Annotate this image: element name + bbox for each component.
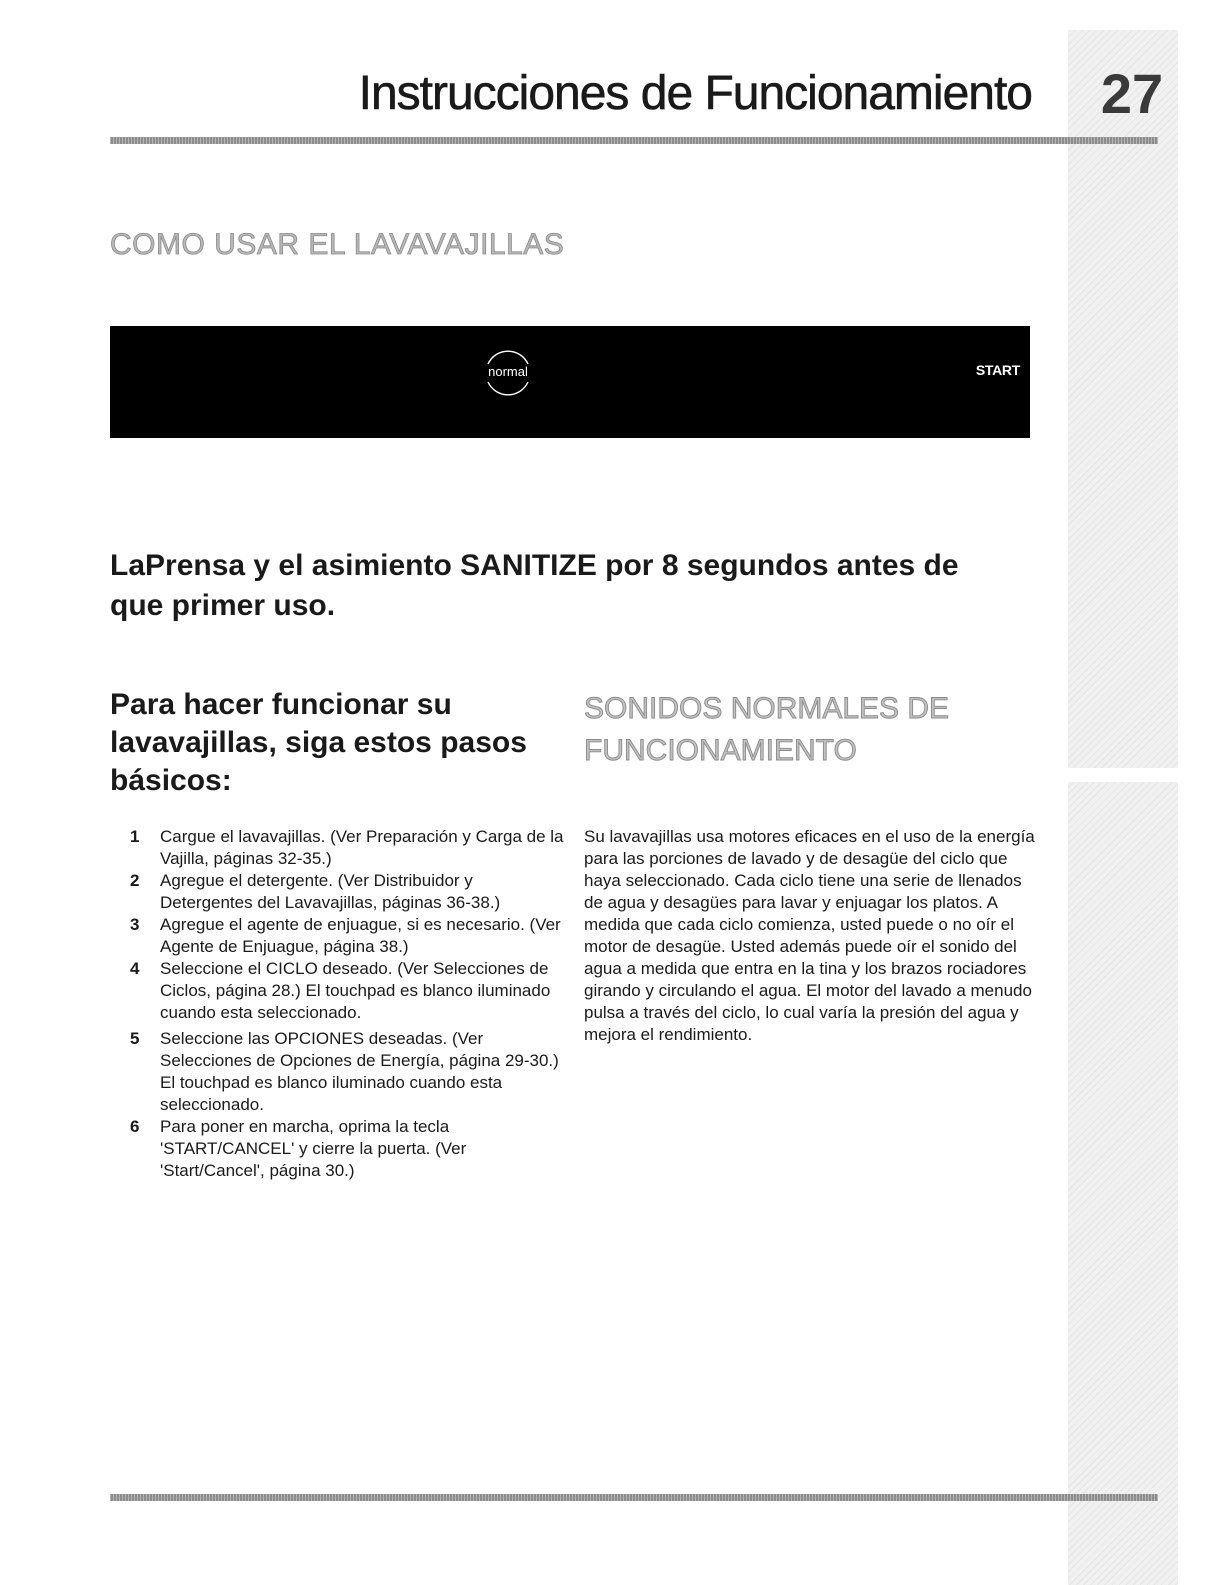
step-4 bbox=[130, 958, 570, 1024]
step-text: Cargue el lavavajillas. (Ver Preparación y Carga de la Vajilla, páginas 32-35.) bbox=[160, 827, 564, 868]
page-number: 27 bbox=[1100, 62, 1164, 125]
step-number: 2 bbox=[130, 871, 140, 890]
step-text: Para poner en marcha, oprima la tecla 'START/CANCEL' y cierre la puerta. (Ver 'Start/Cancel', página 30.) bbox=[160, 1117, 467, 1180]
step-number: 6 bbox=[130, 1117, 140, 1136]
sounds-heading: SONIDOS NORMALES DE FUNCIONAMIENTO bbox=[584, 692, 950, 767]
step-2 bbox=[130, 870, 570, 914]
side-tab-gap bbox=[1068, 768, 1178, 782]
step-3 bbox=[130, 914, 570, 958]
step-text: Agregue el detergente. (Ver Distribuidor y Detergentes del Lavavajillas, páginas 36-38.) bbox=[160, 871, 501, 912]
section-title: COMO USAR EL LAVAVAJILLAS bbox=[110, 228, 565, 261]
step-1 bbox=[130, 826, 570, 870]
operating-steps-list bbox=[130, 826, 570, 1182]
step-number: 5 bbox=[130, 1029, 140, 1048]
operate-heading: Para hacer funcionar su lavavajillas, siga estos pasos básicos: bbox=[110, 688, 527, 797]
step-text: Agregue el agente de enjuague, si es necesario. (Ver Agente de Enjuague, página 38.) bbox=[160, 915, 561, 956]
start-label: START bbox=[975, 362, 1020, 378]
sanitize-notice: LaPrensa y el asimiento SANITIZE por 8 segundos antes de que primer uso. bbox=[110, 549, 959, 622]
side-tab-strip bbox=[1068, 30, 1178, 1585]
cycle-selector-label: normal bbox=[488, 364, 528, 379]
step-number: 3 bbox=[130, 915, 140, 934]
cycle-selector bbox=[482, 340, 534, 406]
page-header-title: Instrucciones de Funcionamiento bbox=[358, 67, 1032, 120]
step-6 bbox=[130, 1116, 570, 1182]
step-text: Seleccione el CICLO deseado. (Ver Selecciones de Ciclos, página 28.) El touchpad es blanco iluminado cuando esta seleccionado. bbox=[160, 959, 551, 1022]
sounds-paragraph: Su lavavajillas usa motores eficaces en el uso de la energía para las porciones de lavado y de desagüe del ciclo que haya seleccionado. Cada ciclo tiene una serie de llenados de agua y desagües para lavar y enjuagar los platos. A medida que cada ciclo comienza, usted puede o no oír el motor de desagüe. Usted además puede oír el sonido del agua a medida que entra en la tina y los brazos rociadores girando y circulando el agua. El motor del lavado a menudo pulsa a través del ciclo, lo cual varía la presión del agua y mejora el rendimiento. bbox=[584, 827, 1035, 1044]
footer-rule bbox=[110, 1494, 1158, 1501]
step-text: Seleccione las OPCIONES deseadas. (Ver Selecciones de Opciones de Energía, página 29-30.) El touchpad es blanco iluminado cuando esta seleccionado. bbox=[160, 1029, 559, 1114]
step-5 bbox=[130, 1028, 570, 1116]
header-rule bbox=[110, 137, 1158, 144]
step-number: 1 bbox=[130, 827, 140, 846]
step-number: 4 bbox=[130, 959, 140, 978]
control-panel-illustration bbox=[110, 326, 1030, 438]
